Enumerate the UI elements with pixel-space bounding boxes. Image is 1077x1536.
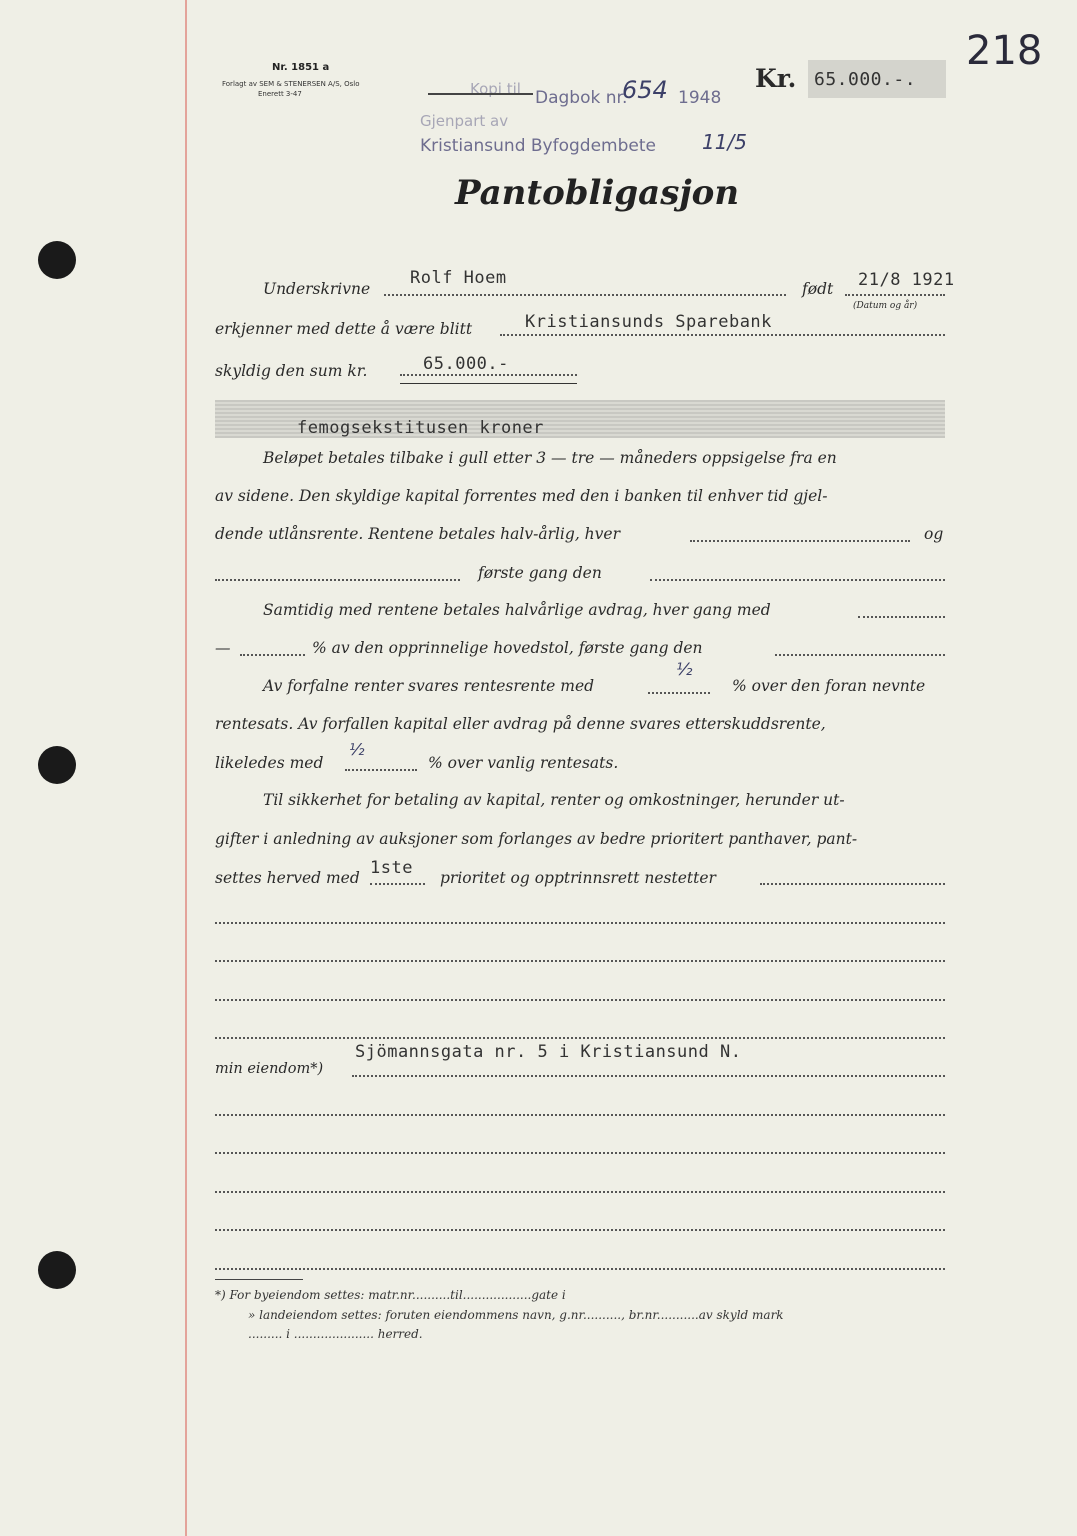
dotted-line — [352, 1075, 945, 1077]
printer-line: Enerett 3-47 — [258, 90, 302, 98]
footnote-line: ......... i ..................... herred. — [248, 1327, 423, 1341]
body-line: av sidene. Den skyldige kapital forrentes med den i banken til enhver tid gjel- — [215, 487, 828, 505]
underline — [400, 383, 577, 384]
stamp-office: Kristiansund Byfogdembete — [420, 136, 656, 156]
datum-note: (Datum og år) — [853, 301, 918, 311]
stamp-gjenpart: Gjenpart av — [420, 112, 509, 130]
body-line: Samtidig med rentene betales halvårlige avdrag, hver gang med — [263, 601, 771, 619]
stamp-year: 1948 — [678, 88, 722, 108]
stamp-crossed: Kopi til — [470, 80, 521, 98]
dotted-line — [215, 922, 945, 924]
dotted-line — [845, 294, 945, 296]
undersk-value: Rolf Hoem — [410, 268, 507, 288]
fraction: ½ — [676, 660, 693, 680]
dotted-line — [345, 769, 417, 771]
kr-label: Kr. — [755, 64, 797, 93]
dotted-line — [215, 1152, 945, 1154]
body-line: prioritet og opptrinnsrett nestetter — [440, 869, 716, 887]
body-line: settes herved med — [215, 869, 360, 887]
amount-words: femogsekstitusen kroner — [297, 418, 544, 438]
dotted-line — [858, 616, 945, 618]
printer-line: Forlagt av SEM & STENERSEN A/S, Oslo — [222, 80, 360, 88]
undersk-label: Underskrivne — [263, 280, 371, 298]
footnote-rule — [215, 1279, 303, 1280]
dotted-line — [370, 883, 425, 885]
body-line: dende utlånsrente. Rentene betales halv-årlig, hver — [215, 525, 620, 543]
body-line: Av forfalne renter svares rentesrente med — [263, 677, 595, 695]
dotted-line — [215, 1268, 945, 1270]
dotted-line — [215, 960, 945, 962]
footnote-line: » landeiendom settes: foruten eiendommens navn, g.nr.........., br.nr...........av skyld mark — [248, 1308, 784, 1322]
dagbok-number: 654 — [622, 76, 668, 104]
eiendom-label: min eiendom*) — [215, 1061, 324, 1077]
dotted-line — [690, 540, 910, 542]
margin-rule — [185, 0, 187, 1536]
dotted-line — [215, 579, 460, 581]
dotted-line — [215, 1037, 945, 1039]
body-line: — — [215, 639, 231, 657]
dotted-line — [240, 654, 305, 656]
body-line: første gang den — [478, 564, 602, 582]
page-title: Pantobligasjon — [455, 173, 740, 213]
stamp-date: 11/5 — [702, 130, 747, 154]
dotted-line — [400, 374, 577, 376]
page-number: 218 — [966, 28, 1043, 74]
erkjenner-label: erkjenner med dette å være blitt — [215, 320, 473, 338]
stamp-dagbok — [535, 88, 627, 108]
strike-line — [428, 93, 533, 95]
body-line: % over vanlig rentesats. — [428, 754, 619, 772]
dotted-line — [215, 1229, 945, 1231]
body-line: % over den foran nevnte — [732, 677, 926, 695]
skyldig-value: 65.000.- — [423, 354, 509, 374]
dotted-line — [775, 654, 945, 656]
kr-amount: 65.000.-. — [814, 69, 917, 90]
punch-hole — [38, 241, 76, 279]
form-number: Nr. 1851 a — [272, 62, 330, 73]
body-line: Til sikkerhet for betaling av kapital, renter og omkostninger, herunder ut- — [263, 791, 845, 809]
priority-value: 1ste — [370, 858, 413, 878]
footnote-line: *) For byeiendom settes: matr.nr..........til..................gate i — [215, 1288, 566, 1302]
fraction: ½ — [349, 740, 365, 759]
dagbok-label: Dagbok nr. — [535, 88, 628, 108]
dotted-line — [215, 1114, 945, 1116]
body-line: gifter i anledning av auksjoner som forlanges av bedre prioritert panthaver, pant- — [215, 830, 858, 848]
body-line: % av den opprinnelige hovedstol, første gang den — [312, 639, 703, 657]
fodt-value: 21/8 1921 — [858, 270, 955, 290]
property-value: Sjömannsgata nr. 5 i Kristiansund N. — [355, 1042, 742, 1062]
body-line: og — [924, 525, 944, 543]
punch-hole — [38, 746, 76, 784]
skyldig-label: skyldig den sum kr. — [215, 362, 368, 380]
body-line: rentesats. Av forfallen kapital eller avdrag på denne svares etterskuddsrente, — [215, 715, 826, 733]
dotted-line — [648, 692, 710, 694]
fodt-label: født — [802, 280, 834, 298]
body-line: likeledes med — [215, 754, 324, 772]
dotted-line — [215, 999, 945, 1001]
dotted-line — [384, 294, 786, 296]
body-line: Beløpet betales tilbake i gull etter 3 — tre — måneders oppsigelse fra en — [263, 449, 837, 467]
punch-hole — [38, 1251, 76, 1289]
dotted-line — [650, 579, 945, 581]
dotted-line — [500, 334, 945, 336]
erkjenner-value: Kristiansunds Sparebank — [525, 312, 772, 332]
kr-amount-box — [808, 60, 946, 98]
dotted-line — [215, 1191, 945, 1193]
dotted-line — [760, 883, 945, 885]
